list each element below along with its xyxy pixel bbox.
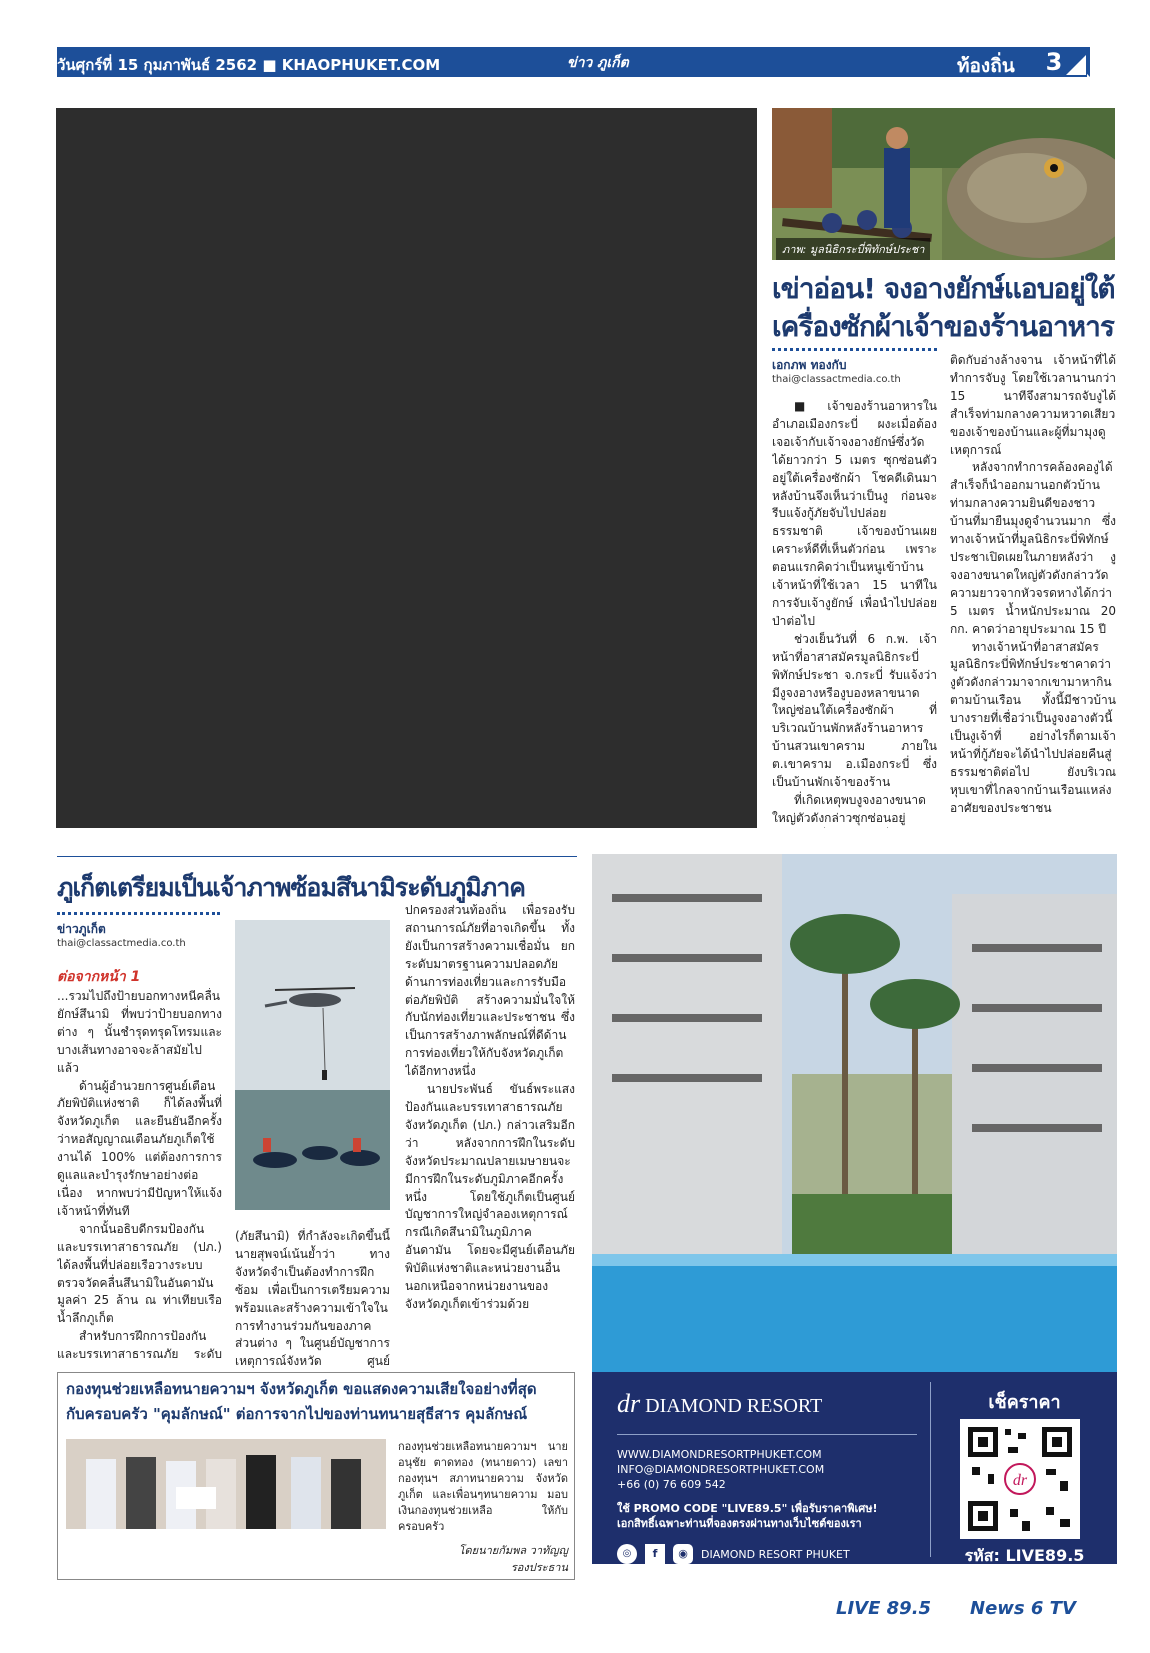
story2-paragraph: ปกครองส่วนท้องถิ่น เพื่อรองรับสถานการณ์ภัยที่อาจเกิดขึ้น ทั้งยังเป็นการสร้างความเชื่อมั่น ยกระดับมาตรฐานความปลอดภัยด้านการท่องเที่ยวและการรับมือต่อภัยพิบัติ สร้างความมั่นใจให้กับนักท่องเที่ยวและประชาชน ซึ่งเป็นการสร้างภาพลักษณ์ที่ดีด้านการท่องเที่ยวให้กับจังหวัดภูเก็ตได้อีกทางหนึ่ง xyxy=(405,903,575,1079)
helicopter-rescue-photo xyxy=(235,920,390,1210)
story1-headline xyxy=(772,270,1117,346)
diamond-resort-ad xyxy=(592,854,1117,1564)
helicopter-scene-image xyxy=(235,920,390,1210)
facebook-icon[interactable]: f xyxy=(645,1544,665,1564)
story1-paragraph: ทางเจ้าหน้าที่อาสาสมัครมูลนิธิกระบี่พิทักษ์ประชาคาดว่างูตัวดังกล่าวมาจากเขามาหากินตามบ้านเรือน ทั้งนี้มีชาวบ้านบางรายที่เชื่อว่าเป็นงูจงอางตัวนี้เป็นงูเจ้าที่ อย่างไรก็ตามเจ้าหน้าที่กู้ภัยจะได้นำไปปล่อยคืนสู่ธรรมชาติต่อไป ยังบริเวณหุบเขาที่ไกลจากบ้านเรือนแหล่งอาศัยของประชาชน xyxy=(950,639,1116,815)
photo-caption: ภาพ: มูลนิธิกระบี่พิทักษ์ประชา xyxy=(776,238,930,260)
story2-paragraph: จากนั้นอธิบดีกรมป้องกันและบรรเทาสาธารณภัย (ปภ.) ได้ลงพื้นที่ปล่อยเรือวางระบบตรวจวัดคลื่นสึนามิในอันดามันมูลค่า 25 ล้าน ณ ท่าเทียบเรือน้ำลึกภูเก็ต xyxy=(57,1221,222,1326)
notice-signer: โดยนายกัมพล วาทัญญู xyxy=(458,1544,568,1557)
ad-check-price: เช็คราคา xyxy=(988,1392,1061,1413)
story2-column-1 xyxy=(57,988,222,1363)
corner-arrow-icon xyxy=(1062,47,1090,77)
header-bar xyxy=(57,47,1087,77)
story1-paragraph: ติดกับอ่างล้างจาน เจ้าหน้าที่ได้ทำการจับงู โดยใช้เวลานานกว่า 15 นาทีจึงสามารถจับงูได้ สำเร็จท่ามกลางความหวาดเสียวของเจ้าของบ้านและผู้ที่มามุงดูเหตุการณ์ xyxy=(950,353,1116,457)
svg-text:dr: dr xyxy=(1012,1472,1028,1489)
story1-column-1 xyxy=(772,398,937,828)
story2-paragraph: (ภัยสึนามิ) ที่กำลังจะเกิดขึ้นนี้ นายสุพจน์เน้นย้ำว่า ทางจังหวัดจำเป็นต้องทำการฝึกซ้อม เพื่อเป็นการเตรียมความพร้อมและสร้างความเข้าใจในการทำงานร่วมกันของภาคส่วนต่าง ๆ ในศูนย์บัญชาการเหตุการณ์จังหวัด ศูนย์ xyxy=(235,1229,390,1368)
story1-column-2 xyxy=(950,352,1116,828)
notice-title-line2: กับครอบครัว "คุมลักษณ์" ต่อการจากไปของท่านทนายสุธีสาร คุมลักษณ์ xyxy=(66,1405,528,1423)
continued-label: ต่อจากหน้า 1 xyxy=(57,969,141,985)
resort-pool-image xyxy=(592,854,1117,1374)
story1-headline-line1: เข่าอ่อน! จงอางยักษ์แอบอยู่ใต้ xyxy=(772,272,1115,305)
story2-column-3 xyxy=(405,902,575,1367)
qr-code-icon[interactable] xyxy=(960,1419,1080,1539)
ad-promo-line: ใช้ PROMO CODE "LIVE89.5" เพื่อรับราคาพิเศษ! xyxy=(617,1502,878,1515)
header-date: วันศุกร์ที่ 15 กุมภาพันธ์ 2562 ■ KHAOPHUKET.COM xyxy=(57,56,441,74)
story2-paragraph: สำหรับการฝึกการป้องกันและบรรเทาสาธารณภัย ระดับ xyxy=(57,1329,222,1362)
story2-author: ข่าวภูเก็ต xyxy=(57,922,106,936)
story2-email: thai@classactmedia.co.th xyxy=(57,938,186,949)
story1-author: เอกภพ ทองกับ xyxy=(772,358,847,372)
notice-title xyxy=(66,1377,566,1427)
section-label: ท้องถิ่น xyxy=(957,55,1015,77)
byline-divider xyxy=(772,348,937,351)
story1-paragraph: ที่เกิดเหตุพบงูจงอางขนาดใหญ่ตัวดังกล่าวซุกซ่อนอยู่ xyxy=(772,792,926,825)
ad-promo-sub: เอกสิทธิ์เฉพาะท่านที่จองตรงผ่านทางเว็บไซต์ของเรา xyxy=(617,1517,862,1530)
ad-promo xyxy=(617,1501,878,1531)
notice-body: กองทุนช่วยเหลือทนายความฯ นายอนุชัย ตาดทอง (ทนายดาว) เลขากองทุนฯ สภาทนายความ จังหวัดภูเก็ต และเพื่อนๆทนายความ มอบเงินกองทุนช่วยเหลือ ให้กับครอบครัว xyxy=(398,1440,568,1533)
story2-byline-divider xyxy=(57,912,220,915)
instagram-icon[interactable]: ◉ xyxy=(673,1544,693,1564)
diamond-logo-icon: dr xyxy=(617,1389,641,1418)
ad-brand-name: DIAMOND RESORT xyxy=(645,1395,823,1417)
ad-brand xyxy=(617,1389,822,1419)
story1-paragraph: หลังจากทำการคล้องคองูได้สำเร็จก็นำออกมานอกตัวบ้านท่ามกลางความยินดีของชาวบ้านที่มายืนมุงดูจำนวนมาก ซึ่งทางเจ้าหน้าที่มูลนิธิกระบี่พิทักษ์ประชาเปิดเผยในภายหลังว่า งูจงอางขนาดใหญ่ตัวดังกล่าววัดความยาวจากหัวจรดหางได้กว่า 5 เมตร น้ำหนักประมาณ 20 กก. คาดว่าอายุประมาณ 15 ปี xyxy=(950,460,1116,636)
story2-top-rule xyxy=(57,856,577,857)
snake-photo xyxy=(772,108,1115,260)
page-number: 3 xyxy=(1045,48,1063,76)
story1-email: thai@classactmedia.co.th xyxy=(772,374,901,385)
story2-column-2 xyxy=(235,1228,390,1368)
donation-group-photo xyxy=(66,1439,386,1529)
story2-paragraph: ...รวมไปถึงป้ายบอกทางหนีคลื่นยักษ์สึนามิ ที่พบว่าป้ายบอกทางต่าง ๆ นั้นชำรุดทรุดโทรมและบางเส้นทางอาจจะล้าสมัยไปแล้ว xyxy=(57,989,222,1075)
ad-website[interactable]: WWW.DIAMONDRESORTPHUKET.COM xyxy=(617,1448,822,1461)
condolence-notice xyxy=(57,1372,575,1580)
main-photo-placeholder xyxy=(56,108,757,828)
ad-promo-code: รหัส: LIVE89.5 xyxy=(964,1546,1085,1564)
ad-email[interactable]: INFO@DIAMONDRESORTPHUKET.COM xyxy=(617,1463,825,1476)
newspaper-logo: ข่าว ภูเก็ต xyxy=(567,55,629,71)
story1-headline-line2: เครื่องซักผ้าเจ้าของร้านอาหาร xyxy=(772,310,1114,343)
story1-paragraph: ช่วงเย็นวันที่ 6 ก.พ. เจ้าหน้าที่อาสาสมัครมูลนิธิกระบี่พิทักษ์ประชา จ.กระบี่ รับแจ้งว่า มีงูจงอางหรืองูบองหลาขนาดใหญ่ซ่อนใต้เครื่องซักผ้า ที่บริเวณบ้านพักหลังร้านอาหารบ้านสวนเขาคราม ภายใน ต.เขาคราม อ.เมืองกระบี่ ซึ่งเป็นบ้านพักเจ้าของร้าน xyxy=(772,631,937,790)
notice-signer-role: รองประธาน xyxy=(510,1561,568,1574)
tripadvisor-icon[interactable]: ◎ xyxy=(617,1544,637,1564)
ad-phone: +66 (0) 76 609 542 xyxy=(617,1478,726,1491)
story2-headline: ภูเก็ตเตรียมเป็นเจ้าภาพซ้อมสึนามิระดับภูมิภาค xyxy=(57,873,525,902)
ad-social-name: DIAMOND RESORT PHUKET xyxy=(701,1547,850,1561)
live-radio-logo: LIVE 89.5 xyxy=(836,1598,932,1619)
story2-paragraph: ด้านผู้อำนวยการศูนย์เตือนภัยพิบัติแห่งชาติ ก็ได้ลงพื้นที่จังหวัดภูเก็ต และยืนยันอีกครั้งว่าหอสัญญาณเตือนภัยภูเก็ตใช้งานได้ 100% แต่ต้องการการดูแลและบำรุงรักษาอย่างต่อเนื่อง หากพบว่ามีปัญหาให้แจ้งเจ้าหน้าที่ทันที xyxy=(57,1078,222,1218)
news6-tv-logo: News 6 TV xyxy=(970,1598,1076,1619)
story2-paragraph: นายประพันธ์ ขันธ์พระแสง ป้องกันและบรรเทาสาธารณภัยจังหวัดภูเก็ต (ปภ.) กล่าวเสริมอีกว่า หลังจากการฝึกในระดับจังหวัดประมาณปลายเมษายนจะมีการฝึกในระดับภูมิภาคอีกครั้งหนึ่ง โดยใช้ภูเก็ตเป็นศูนย์บัญชาการใหญ่จำลองเหตุการณ์กรณีเกิดสึนามิในภูมิภาคอันดามัน โดยจะมีศูนย์เตือนภัยพิบัติแห่งชาติและหน่วยงานอื่นนอกเหนือจากหน่วยงานของจังหวัดภูเก็ตเข้าร่วมด้วย xyxy=(405,1082,575,1311)
story1-paragraph: ■ เจ้าของร้านอาหารในอำเภอเมืองกระบี่ ผงะเมื่อต้องเจอเจ้ากับเจ้าจงอางยักษ์ซึ่งวัดได้ยาวกว่า 5 เมตร ซุกซ่อนตัวอยู่ใต้เครื่องซักผ้า โชคดีเดินมาหลังบ้านจึงเห็นว่าเป็นงู ก่อนจะรีบแจ้งกู้ภัยจับไปปล่อยธรรมชาติ เจ้าของบ้านเผยเคราะห์ดีที่เห็นตัวก่อน เพราะตอนแรกคิดว่าเป็นหนูเข้าบ้าน เจ้าหน้าที่ใช้เวลา 15 นาทีในการจับเจ้างูยักษ์ เพื่อนำไปปล่อยป่าต่อไป xyxy=(772,399,937,628)
notice-title-line1: กองทุนช่วยเหลือทนายความฯ จังหวัดภูเก็ต ขอแสดงความเสียใจอย่างที่สุด xyxy=(66,1380,537,1398)
ad-contact xyxy=(617,1447,824,1492)
ad-social-row xyxy=(617,1544,850,1564)
